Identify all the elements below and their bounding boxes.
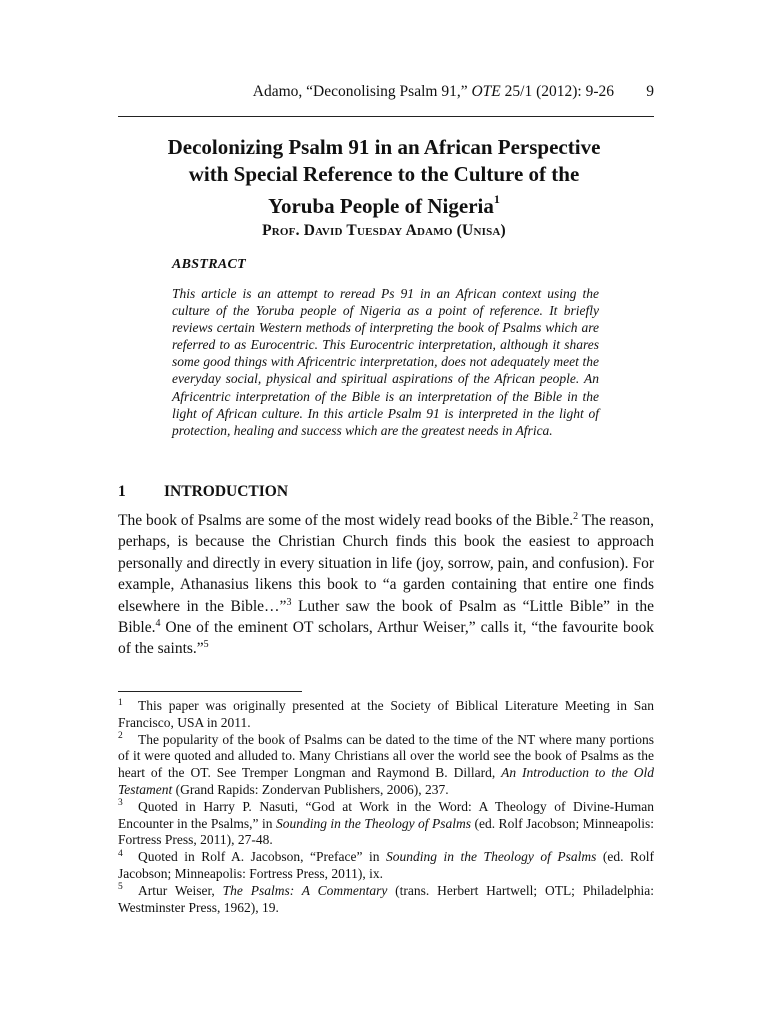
footnote: 2 The popularity of the book of Psalms can be dated to the time of the NT where many portions of it were quoted and alluded to. Many Christians all over the world see the book of Psalms as the heart of the OT. See Tremper Longman and Raymond B. Dillard, An Introduction to the Old Testament (Grand Rapids: Zondervan Publishers, 2006), 237. xyxy=(118,731,654,797)
title-line-3 xyxy=(100,188,668,220)
footnote-text: Artur Weiser, xyxy=(138,882,223,898)
footnote-book-title: Sounding in the Theology of Psalms xyxy=(386,849,597,865)
abstract-heading: ABSTRACT xyxy=(172,257,246,272)
running-head-volume: 25/1 (2012): 9-26 xyxy=(500,83,614,100)
footnote-text: (Grand Rapids: Zondervan Publishers, 2006), 237. xyxy=(172,781,449,797)
footnote-book-title: The Psalms: A Commentary xyxy=(222,882,388,898)
footnote-text: Quoted in Rolf A. Jacobson, “Preface” in xyxy=(138,849,387,865)
footnote-text: (ed. Rolf Jacobson; Minneapolis: Fortress Press, 2011), 27-48. xyxy=(118,815,654,848)
footnote-divider xyxy=(118,691,302,692)
intro-paragraph xyxy=(118,510,654,660)
section-title: INTRODUCTION xyxy=(164,483,289,500)
footnote: 4 Quoted in Rolf A. Jacobson, “Preface” in Sounding in the Theology of Psalms (ed. Rolf Jacobson; Minneapolis: Fortress Press, 2011), ix. xyxy=(118,848,654,881)
abstract-text: This article is an attempt to reread Ps 91 in an African context using the culture of the Yoruba people of Nigeria as a point of reference. It briefly reviews certain Western methods of interpreting the book of Psalms which are referred to as Eurocentric. This Eurocentric interpretation, although it shares some good things with Africentric interpretation, does not adequately meet the everyday social, physical and spiritual aspirations of the African people. An Africentric interpretation of the Bible is an interpretation of the Bible in the light of African culture. In this article Psalm 91 is interpreted in the light of protection, healing and success which are the greatest needs in Africa. xyxy=(172,286,599,438)
footnote-ref: 2 xyxy=(573,510,579,522)
running-head-journal: OTE xyxy=(471,83,501,100)
footnote-text: Quoted in Harry P. Nasuti, “God at Work in the Word: A Theology of Divine-Human Encounter in the Psalms,” in xyxy=(118,798,654,831)
section-heading xyxy=(118,483,288,501)
paragraph-sentence: The book of Psalms are some of the most widely read books of the Bible. xyxy=(118,512,574,529)
paragraph-sentence: One of the eminent OT scholars, Arthur Weiser,” calls it, “the favourite book of the saints.” xyxy=(118,619,654,658)
section-number: 1 xyxy=(118,483,126,500)
footnote: 5 Artur Weiser, The Psalms: A Commentary (trans. Herbert Hartwell; OTL; Philadelphia: Westminster Press, 1962), 19. xyxy=(118,882,654,915)
footnote: 3 Quoted in Harry P. Nasuti, “God at Work in the Word: A Theology of Divine-Human Encounter in the Psalms,” in Sounding in the Theology of Psalms (ed. Rolf Jacobson; Minneapolis: Fortress Press, 2011), 27-48. xyxy=(118,798,654,848)
author-line: Prof. David Tuesday Adamo (Unisa) xyxy=(262,222,506,239)
header-divider xyxy=(118,116,654,117)
running-head-citation xyxy=(253,82,614,102)
article-title xyxy=(100,134,668,220)
title-line-3-text: Yoruba People of Nigeria xyxy=(268,194,494,218)
footnote-text: (ed. Rolf Jacobson; Minneapolis: Fortress Press, 2011), ix. xyxy=(118,849,654,881)
running-head-author-title: Adamo, “Deconolising Psalm 91,” xyxy=(252,83,472,100)
page-number: 9 xyxy=(646,83,654,100)
footnote-ref: 4 xyxy=(155,617,161,629)
footnote-book-title: Sounding in the Theology of Psalms xyxy=(275,815,472,831)
footnote-text: This paper was originally presented at the Society of Biblical Literature Meeting in San Francisco, USA in 2011. xyxy=(118,698,654,730)
title-line-1: Decolonizing Psalm 91 in an African Perspective xyxy=(167,135,601,159)
footnote-text: (trans. Herbert Hartwell; OTL; Philadelphia: Westminster Press, 1962), 19. xyxy=(118,882,654,915)
paragraph-sentence: The reason, perhaps, is because the Christian Church finds this book the easiest to approach personally and directly in every situation in life (joy, sorrow, pain, and confusion). For example, Athanasius likens this book to “a garden containing that entire one finds elsewhere in the Bible…” xyxy=(118,512,654,615)
paragraph-sentence: Luther saw the book of Psalm as “Little Bible” in the Bible. xyxy=(118,597,654,637)
footnote-ref: 3 xyxy=(286,596,292,608)
footnote-ref: 5 xyxy=(203,639,209,651)
title-line-2: with Special Reference to the Culture of the xyxy=(188,162,580,186)
footnotes xyxy=(118,698,654,916)
footnote-text: The popularity of the book of Psalms can be dated to the time of the NT where many portions of it were quoted and alluded to. Many Christians all over the world see the book of Psalms as the heart of the OT. See Tremper Longman and Raymond B. Dillard, xyxy=(118,731,654,781)
title-footnote-ref: 1 xyxy=(493,192,500,206)
footnote: 1 This paper was originally presented at the Society of Biblical Literature Meeting in San Francisco, USA in 2011. xyxy=(118,697,654,730)
footnote-book-title: An Introduction to the Old Testament xyxy=(118,765,654,797)
